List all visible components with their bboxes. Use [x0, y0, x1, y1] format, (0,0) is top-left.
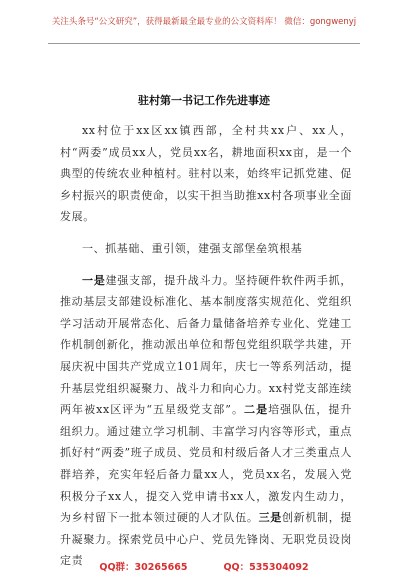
header-divider	[48, 43, 360, 44]
document-title: 驻村第一书记工作先进事迹	[138, 94, 270, 107]
paragraph-text-2: 培强队伍，提升组织力。通过建立学习机制、丰富学习内容等形式，重点抓好村“两委”班子成员、党员和村级后备人才三类重点人群培养，充实年轻后备力量xx人，党员xx名，发展入党积极分子xx人，提交入党申请书xx人，激发内生动力，为乡村留下一批本领过硬的人才队伍。	[60, 403, 353, 525]
footer-qq: QQ：535304092	[223, 562, 309, 573]
footer-contact	[0, 559, 408, 579]
paragraph-text-1: 建强支部，提升战斗力。坚持硬件软件两手抓，推动基层支部建设标准化、基本制度落实规范化、党组织学习活动开展常态化、后备力量储备培养专业化、党建工作机制创新化，推动派出单位和帮包党组织联学共建，开展庆祝中国共产党成立101周年，庆七一等系列活动，提升基层党组织凝聚力、战斗力和向心力。xx村党支部连续两年被xx区评为“五星级党支部”。	[60, 273, 353, 417]
paragraph-text-3: 创新机制，提升凝聚力。探索党员中心户、党员先锋岗、无职党员设岗定责	[60, 511, 352, 568]
footer-qq-group: QQ群：30265665	[99, 562, 188, 573]
lead-phrase-3: 三是	[258, 511, 282, 525]
lead-phrase-2: 二是	[244, 403, 269, 417]
intro-paragraph: xx村位于xx区xx镇西部，全村共xx户、xx人，村“两委”成员xx人，党员xx名，耕地面积xx亩，是一个典型的传统农业种植村。驻村以来，始终牢记抓党建、促乡村振兴的职责使命，以实干担当助推xx村各项事业全面发展。	[60, 124, 353, 224]
body-paragraph	[60, 270, 352, 572]
document-body	[60, 120, 352, 572]
lead-phrase-1: 一是	[82, 273, 106, 287]
header-banner: 关注头条号“公文研究”，获得最新最全最专业的公文资料库！ 微信：gongwenyj	[51, 17, 357, 27]
section-heading-1: 一、抓基础、重引领，建强支部堡垒筑根基	[82, 241, 303, 255]
